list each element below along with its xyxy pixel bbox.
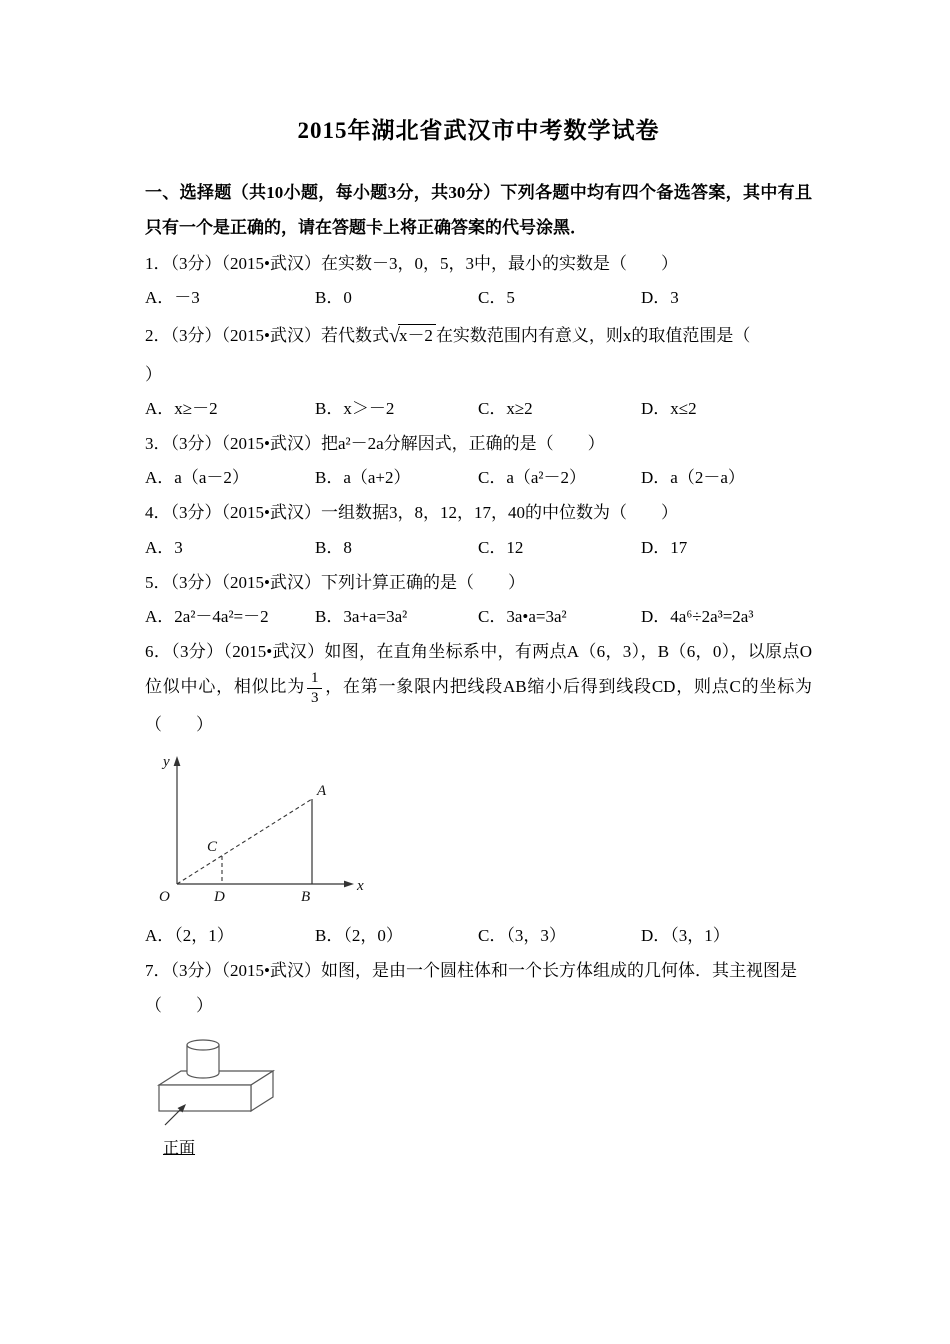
fraction-denominator: 3 — [310, 690, 319, 707]
option-d: D．x≤2 — [641, 399, 697, 419]
option-b: B．8 — [315, 537, 352, 557]
segment-oa-dashed — [177, 799, 312, 884]
stem-text: 2．（3分）（2015•武汉）若代数式 — [145, 326, 389, 346]
label-x: x — [357, 877, 364, 894]
question-2-stem-close: ） — [145, 364, 162, 384]
sqrt-expression — [389, 315, 436, 357]
stem-text: 在实数范围内有意义，则x的取值范围是（ — [435, 326, 751, 346]
question-6-options — [145, 919, 812, 953]
question-2-stem — [145, 315, 812, 357]
question-1-options — [145, 281, 812, 315]
stem-text: ，在第一象限内把线段AB缩小后得到线段CD，则点C的坐标为（ ） — [145, 677, 812, 735]
option-d: D．4a⁶÷2a³=2a³ — [641, 607, 754, 627]
page-title: 2015年湖北省武汉市中考数学试卷 — [297, 118, 660, 143]
option-a: A．a（a－2） — [145, 468, 249, 488]
question-7-stem: 7．（3分）（2015•武汉）如图，是由一个圆柱体和一个长方体组成的几何体．其主视图是 — [145, 960, 797, 980]
label-c: C — [207, 838, 218, 855]
question-2-options — [145, 392, 812, 426]
question-6 — [145, 634, 812, 953]
option-b: B．x＞－2 — [315, 399, 395, 419]
question-5-stem: 5．（3分）（2015•武汉）下列计算正确的是（ ） — [145, 572, 525, 592]
label-d: D — [214, 888, 225, 905]
option-d: D．a（2－a） — [641, 468, 745, 488]
question-3-options — [145, 461, 812, 495]
question-2 — [145, 315, 812, 426]
option-b: B．3a+a=3a² — [315, 607, 408, 627]
option-b: B．a（a+2） — [315, 468, 411, 488]
option-a: A．3 — [145, 537, 183, 557]
question-3-stem: 3．（3分）（2015•武汉）把a²－2a分解因式，正确的是（ ） — [145, 434, 605, 454]
option-c: C．5 — [478, 288, 515, 308]
cuboid-front-face — [159, 1085, 251, 1111]
option-b: B．（2，0） — [315, 925, 403, 945]
question-4-stem: 4．（3分）（2015•武汉）一组数据3，8，12，17，40的中位数为（ ） — [145, 503, 678, 523]
front-view-label: 正面 — [163, 1140, 196, 1158]
option-c: C．3a•a=3a² — [478, 607, 567, 627]
x-axis-arrowhead — [344, 880, 354, 887]
question-1 — [145, 246, 812, 315]
option-c: C．12 — [478, 537, 524, 557]
question-6-stem — [145, 634, 812, 743]
option-c: C．x≥2 — [478, 399, 533, 419]
y-axis-arrowhead — [174, 756, 181, 766]
option-c: C．a（a²－2） — [478, 468, 587, 488]
question-6-coordinate-figure — [147, 749, 382, 917]
question-4-options — [145, 531, 812, 565]
question-7-solid-figure — [151, 1033, 301, 1133]
stem-text: 6．（3分）（2015•武汉）如图，在直角坐标系中，有两点A（6，3），B（6，0），以原点O位似中心，相似比为 — [145, 642, 812, 697]
option-b: B．0 — [315, 288, 352, 308]
question-1-stem: 1．（3分）（2015•武汉）在实数－3，0，5，3中，最小的实数是（ ） — [145, 253, 678, 273]
option-a: A．2a²－4a²=－2 — [145, 607, 269, 627]
question-4 — [145, 495, 812, 564]
option-c: C．（3，3） — [478, 925, 566, 945]
radicand: x－2 — [398, 324, 436, 346]
fraction-one-third — [307, 670, 323, 708]
section-header: 一、选择题（共10小题，每小题3分，共30分）下列各题中均有四个备选答案，其中有且只有一个是正确的，请在答题卡上将正确答案的代号涂黑． — [145, 183, 812, 238]
option-a: A．－3 — [145, 288, 200, 308]
option-a: A．x≥－2 — [145, 399, 218, 419]
fraction-numerator: 1 — [307, 670, 323, 689]
question-7 — [145, 953, 812, 1159]
question-5 — [145, 565, 812, 634]
label-b: B — [301, 888, 311, 905]
label-a: A — [317, 782, 327, 799]
label-o: O — [159, 888, 170, 905]
option-d: D．3 — [641, 288, 679, 308]
label-y: y — [163, 753, 170, 770]
option-d: D．（3，1） — [641, 925, 730, 945]
question-3 — [145, 426, 812, 495]
option-d: D．17 — [641, 537, 688, 557]
cylinder-top — [187, 1040, 219, 1050]
question-5-options — [145, 600, 812, 634]
radical-sign: √ — [388, 325, 400, 348]
option-a: A．（2，1） — [145, 925, 234, 945]
question-7-stem-close: （ ） — [145, 996, 213, 1016]
